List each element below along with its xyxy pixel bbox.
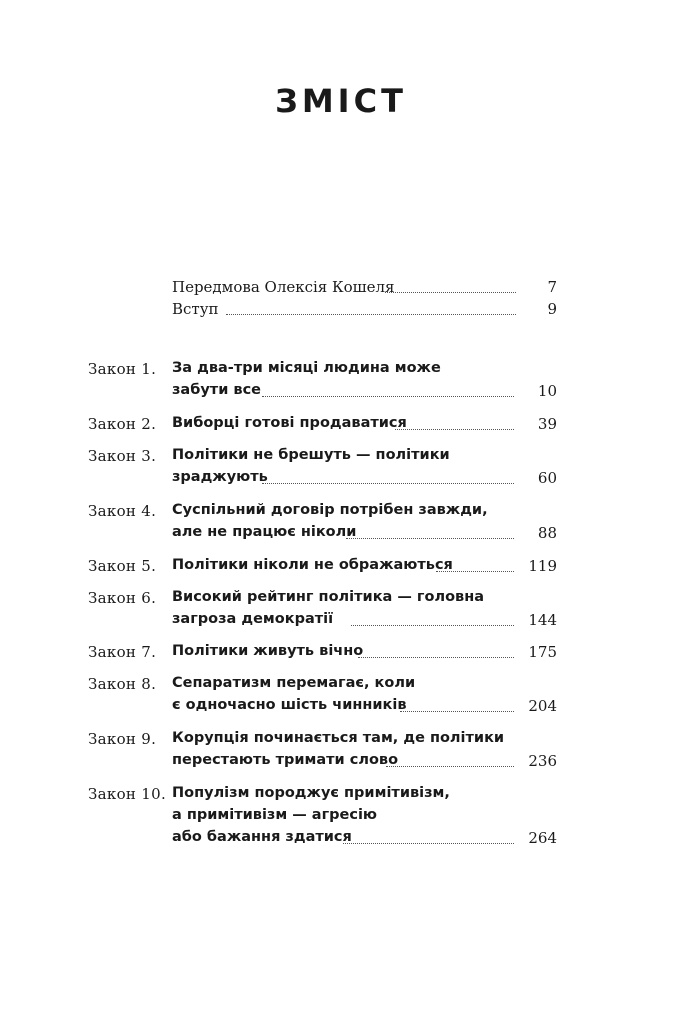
toc-entry-law-4 xyxy=(0,502,682,546)
law-label: Закон 1. xyxy=(88,360,157,378)
law-label: Закон 2. xyxy=(88,415,157,433)
page-title: ЗМІСТ xyxy=(275,82,407,120)
dot-leader xyxy=(346,538,514,539)
law-label: Закон 4. xyxy=(88,502,157,520)
entry-text: Передмова Олексія Кошеля xyxy=(172,278,395,296)
page-number: 236 xyxy=(528,752,557,770)
dot-leader xyxy=(262,483,514,484)
page-number: 9 xyxy=(547,300,557,318)
law-label: Закон 9. xyxy=(88,730,157,748)
page-number: 60 xyxy=(537,469,557,487)
law-title-line: Політики живуть вічно xyxy=(172,643,364,659)
dot-leader xyxy=(386,766,514,767)
page-number: 144 xyxy=(528,611,557,629)
law-label: Закон 5. xyxy=(88,557,157,575)
toc-entry-law-10 xyxy=(0,785,682,851)
law-title-line: але не працює ніколи xyxy=(172,524,357,540)
toc-entry-foreword xyxy=(0,278,682,300)
law-title-line: або бажання здатися xyxy=(172,829,352,845)
law-title-line: забути все xyxy=(172,382,262,398)
toc-entry-law-2 xyxy=(0,415,682,437)
dot-leader xyxy=(351,625,514,626)
toc-entry-law-1 xyxy=(0,360,682,404)
page-number: 175 xyxy=(528,643,557,661)
dot-leader xyxy=(385,292,516,293)
law-label: Закон 8. xyxy=(88,675,157,693)
law-label: Закон 7. xyxy=(88,643,157,661)
law-title-line: Сепаратизм перемагає, коли xyxy=(172,675,416,691)
law-title-line: зраджують xyxy=(172,469,268,485)
dot-leader xyxy=(436,571,514,572)
entry-text: Вступ xyxy=(172,300,219,318)
page-number: 39 xyxy=(537,415,557,433)
law-title-line: Політики ніколи не ображаються xyxy=(172,557,453,573)
law-title-line: Виборці готові продаватися xyxy=(172,415,407,431)
page-number: 264 xyxy=(528,829,557,847)
law-label: Закон 3. xyxy=(88,447,157,465)
law-title-line: Високий рейтинг політика — головна xyxy=(172,589,485,605)
law-title-line: Популізм породжує примітивізм, xyxy=(172,785,450,801)
dot-leader xyxy=(358,657,514,658)
dot-leader xyxy=(226,314,516,315)
law-title-line: Корупція починається там, де політики xyxy=(172,730,505,746)
law-title-line: є одночасно шість чинників xyxy=(172,697,407,713)
dot-leader xyxy=(343,843,514,844)
law-label: Закон 10. xyxy=(88,785,167,803)
law-label: Закон 6. xyxy=(88,589,157,607)
page-number: 10 xyxy=(537,382,557,400)
law-title-line: загроза демократії xyxy=(172,611,334,627)
dot-leader xyxy=(400,711,514,712)
page-number: 204 xyxy=(528,697,557,715)
toc-entry-law-5 xyxy=(0,557,682,579)
toc-entry-law-7 xyxy=(0,643,682,665)
toc-entry-law-3 xyxy=(0,447,682,491)
page-number: 88 xyxy=(537,524,557,542)
toc-entry-law-8 xyxy=(0,675,682,719)
toc-entry-intro xyxy=(0,300,682,322)
law-title-line: Політики не брешуть — політики xyxy=(172,447,450,463)
dot-leader xyxy=(395,429,514,430)
toc-entry-law-6 xyxy=(0,589,682,633)
law-title-line: а примітивізм — агресію xyxy=(172,807,378,823)
page-number: 119 xyxy=(528,557,557,575)
page-number: 7 xyxy=(547,278,557,296)
law-title-line: Суспільний договір потрібен завжди, xyxy=(172,502,488,518)
law-title-line: перестають тримати слово xyxy=(172,752,399,768)
dot-leader xyxy=(262,396,514,397)
law-title-line: За два-три місяці людина може xyxy=(172,360,441,376)
toc-entry-law-9 xyxy=(0,730,682,774)
